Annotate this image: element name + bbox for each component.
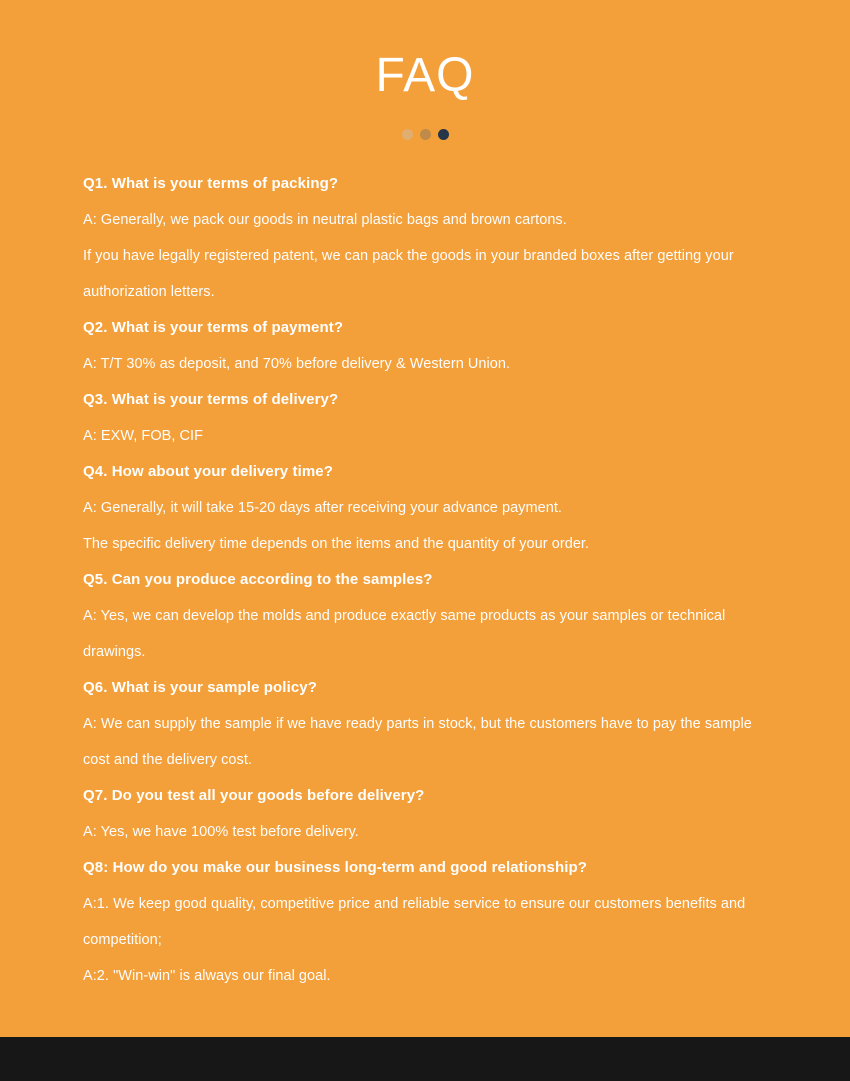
faq-item — [83, 562, 767, 670]
faq-answer: The specific delivery time depends on the items and the quantity of your order. — [83, 535, 590, 552]
faq-item — [83, 454, 767, 562]
faq-answer: If you have legally registered patent, we can pack the goods in your branded boxes after getting your authorization letters. — [83, 247, 734, 300]
faq-question: Q5. Can you produce according to the samples? — [83, 570, 433, 588]
faq-answer: A: Generally, it will take 15-20 days after receiving your advance payment. — [83, 499, 562, 516]
faq-answer: A: T/T 30% as deposit, and 70% before delivery & Western Union. — [83, 355, 511, 372]
faq-item — [83, 850, 767, 994]
faq-answer: A:1. We keep good quality, competitive price and reliable service to ensure our customers benefits and competition; — [83, 895, 746, 948]
faq-question: Q7. Do you test all your goods before delivery? — [83, 786, 425, 804]
faq-item — [83, 382, 767, 454]
faq-list — [83, 140, 767, 994]
faq-question: Q8: How do you make our business long-term and good relationship? — [83, 858, 588, 876]
faq-item — [83, 310, 767, 382]
faq-item — [83, 670, 767, 778]
faq-answer: A: EXW, FOB, CIF — [83, 427, 204, 444]
faq-answer: A: Yes, we have 100% test before delivery. — [83, 823, 359, 840]
faq-item — [83, 166, 767, 310]
faq-question: Q1. What is your terms of packing? — [83, 174, 339, 192]
faq-answer: A: We can supply the sample if we have ready parts in stock, but the customers have to pay the sample cost and the delivery cost. — [83, 715, 752, 768]
faq-answer: A: Yes, we can develop the molds and produce exactly same products as your samples or technical drawings. — [83, 607, 726, 660]
faq-question: Q6. What is your sample policy? — [83, 678, 317, 696]
page-title: FAQ — [375, 49, 475, 102]
faq-answer: A: Generally, we pack our goods in neutral plastic bags and brown cartons. — [83, 211, 567, 228]
dot-2-icon — [420, 129, 431, 140]
decorative-dots — [0, 129, 850, 140]
faq-question: Q4. How about your delivery time? — [83, 462, 334, 480]
faq-answer: A:2. "Win-win" is always our final goal. — [83, 967, 331, 984]
faq-question: Q3. What is your terms of delivery? — [83, 390, 339, 408]
faq-question: Q2. What is your terms of payment? — [83, 318, 344, 336]
footer-bar — [0, 1037, 850, 1081]
dot-1-icon — [402, 129, 413, 140]
dot-3-icon — [438, 129, 449, 140]
faq-item — [83, 778, 767, 850]
